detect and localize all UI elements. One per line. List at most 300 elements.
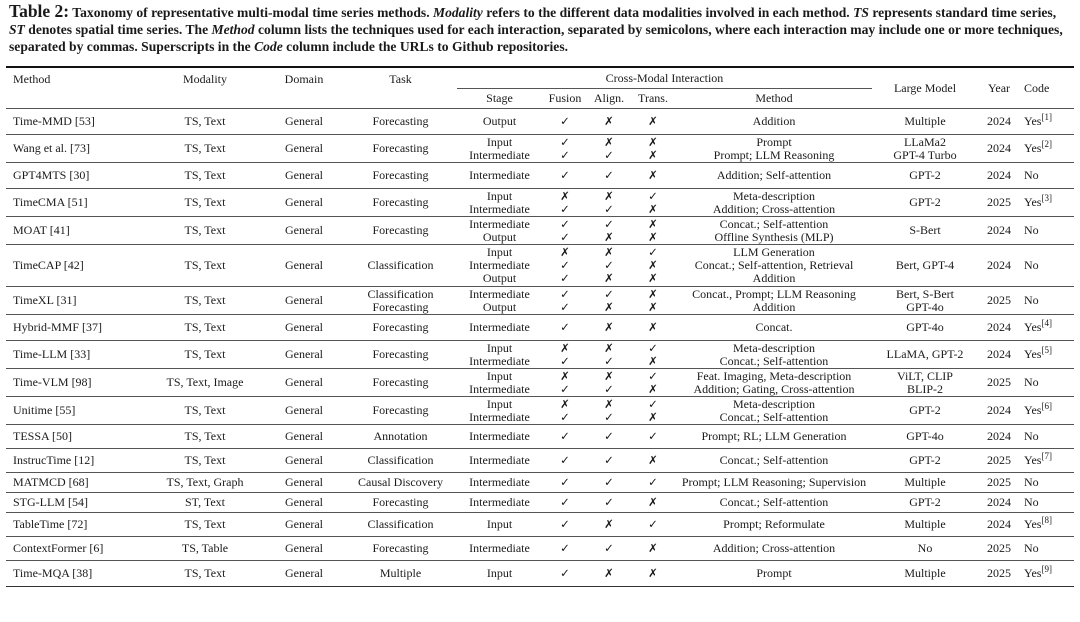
year: 2024 bbox=[987, 495, 1011, 509]
caption-text bbox=[9, 5, 1063, 54]
caption-label: Table 2: bbox=[9, 1, 70, 21]
table-row bbox=[6, 341, 1074, 369]
large-model bbox=[872, 473, 978, 493]
year: 2024 bbox=[987, 517, 1011, 531]
large-model-line: GPT-4o bbox=[906, 299, 944, 314]
task bbox=[344, 561, 457, 587]
large-model-line: GPT-2 bbox=[909, 403, 941, 417]
year: 2024 bbox=[987, 320, 1011, 334]
techniques-line: Concat.; Self-attention bbox=[719, 353, 829, 368]
check-icon: ✓ bbox=[604, 168, 614, 182]
trans bbox=[630, 397, 676, 425]
task bbox=[344, 287, 457, 315]
large-model bbox=[872, 341, 978, 369]
header-year: Year bbox=[987, 80, 1011, 95]
techniques-line: Meta-description bbox=[733, 188, 815, 203]
stage-line: Intermediate bbox=[469, 216, 530, 231]
modality: TS, Text bbox=[184, 517, 226, 531]
stage-line: Output bbox=[482, 229, 517, 244]
stage-line: Input bbox=[486, 566, 513, 580]
techniques-line: Prompt bbox=[756, 134, 792, 149]
stage bbox=[457, 245, 542, 287]
stage-line: Intermediate bbox=[469, 258, 530, 272]
large-model bbox=[872, 189, 978, 217]
code-availability bbox=[1020, 493, 1074, 513]
task bbox=[344, 369, 457, 397]
align bbox=[588, 217, 630, 245]
trans bbox=[630, 561, 676, 587]
large-model-line: ViLT, CLIP bbox=[897, 368, 953, 383]
check-icon: ✓ bbox=[648, 396, 658, 411]
stage-line: Intermediate bbox=[469, 147, 530, 162]
stage-line: Input bbox=[486, 340, 513, 355]
align bbox=[588, 109, 630, 135]
table-row bbox=[6, 163, 1074, 189]
check-icon: ✓ bbox=[560, 320, 570, 334]
task-line: Forecasting bbox=[372, 375, 429, 389]
domain: General bbox=[285, 293, 323, 307]
task-line: Forecasting bbox=[372, 114, 429, 128]
techniques-line: LLM Generation bbox=[733, 245, 815, 259]
method-name: GPT4MTS [30] bbox=[13, 168, 90, 182]
check-icon: ✓ bbox=[560, 299, 570, 314]
code-availability bbox=[1020, 369, 1074, 397]
stage-line: Intermediate bbox=[469, 429, 530, 443]
check-icon: ✓ bbox=[560, 229, 570, 244]
table-row bbox=[6, 109, 1074, 135]
align bbox=[588, 397, 630, 425]
align bbox=[588, 287, 630, 315]
check-icon: ✓ bbox=[648, 475, 658, 489]
techniques bbox=[676, 287, 872, 315]
trans bbox=[630, 287, 676, 315]
code-link-ref[interactable]: [5] bbox=[1041, 345, 1052, 355]
cross-icon: ✗ bbox=[648, 453, 658, 467]
table-caption bbox=[9, 3, 1073, 55]
techniques bbox=[676, 425, 872, 449]
fusion bbox=[542, 425, 588, 449]
align bbox=[588, 245, 630, 287]
fusion bbox=[542, 135, 588, 163]
code-availability bbox=[1020, 217, 1074, 245]
modality: TS, Text bbox=[184, 403, 226, 417]
cross-icon: ✗ bbox=[604, 517, 614, 531]
check-icon: ✓ bbox=[560, 168, 570, 182]
cross-icon: ✗ bbox=[604, 134, 614, 149]
fusion bbox=[542, 109, 588, 135]
code-value: Yes bbox=[1024, 566, 1042, 580]
code-value: No bbox=[1024, 258, 1039, 272]
cross-icon: ✗ bbox=[604, 114, 614, 128]
stage-line: Intermediate bbox=[469, 541, 530, 555]
large-model-line: GPT-2 bbox=[909, 168, 941, 182]
techniques-line: Addition; Self-attention bbox=[716, 168, 832, 182]
task bbox=[344, 397, 457, 425]
cross-icon: ✗ bbox=[648, 258, 658, 272]
code-availability bbox=[1020, 315, 1074, 341]
fusion bbox=[542, 287, 588, 315]
techniques-line: Meta-description bbox=[733, 340, 815, 355]
method-name: ContextFormer [6] bbox=[13, 541, 104, 555]
cross-icon: ✗ bbox=[604, 299, 614, 314]
modality: TS, Text, Image bbox=[166, 375, 244, 389]
check-icon: ✓ bbox=[560, 201, 570, 216]
large-model-line: Multiple bbox=[904, 517, 946, 531]
techniques bbox=[676, 163, 872, 189]
code-availability bbox=[1020, 513, 1074, 537]
header-domain: Domain bbox=[284, 72, 324, 86]
code-availability bbox=[1020, 537, 1074, 561]
trans bbox=[630, 493, 676, 513]
fusion bbox=[542, 315, 588, 341]
caption-emphasis: Modality bbox=[433, 5, 483, 20]
year: 2024 bbox=[987, 403, 1011, 417]
task-line: Classification bbox=[367, 453, 434, 467]
modality: TS, Text bbox=[184, 141, 226, 155]
cross-icon: ✗ bbox=[604, 340, 614, 355]
code-value: Yes bbox=[1024, 403, 1042, 417]
check-icon: ✓ bbox=[560, 258, 570, 272]
method-name: TESSA [50] bbox=[13, 429, 73, 443]
check-icon: ✓ bbox=[648, 429, 658, 443]
header-code: Code bbox=[1024, 80, 1050, 95]
modality: TS, Text bbox=[184, 258, 226, 272]
large-model-line: S-Bert bbox=[909, 223, 941, 237]
large-model-line: LLaMa2 bbox=[904, 134, 946, 149]
task-line: Forecasting bbox=[372, 141, 429, 155]
header-large-model: Large Model bbox=[893, 80, 957, 95]
large-model-line: Multiple bbox=[904, 475, 946, 489]
code-link-ref[interactable]: [3] bbox=[1041, 193, 1052, 203]
year: 2024 bbox=[987, 168, 1011, 182]
large-model bbox=[872, 425, 978, 449]
stage bbox=[457, 135, 542, 163]
large-model bbox=[872, 449, 978, 473]
stage bbox=[457, 449, 542, 473]
cross-icon: ✗ bbox=[648, 134, 658, 149]
stage-line: Intermediate bbox=[469, 409, 530, 424]
align bbox=[588, 473, 630, 493]
task bbox=[344, 217, 457, 245]
domain: General bbox=[285, 320, 323, 334]
cross-icon: ✗ bbox=[560, 245, 570, 259]
cross-icon: ✗ bbox=[604, 271, 614, 285]
code-availability bbox=[1020, 135, 1074, 163]
table-row bbox=[6, 217, 1074, 245]
large-model bbox=[872, 561, 978, 587]
year: 2025 bbox=[987, 195, 1011, 209]
code-link-ref[interactable]: [8] bbox=[1041, 515, 1052, 525]
code-availability bbox=[1020, 245, 1074, 287]
large-model bbox=[872, 537, 978, 561]
stage bbox=[457, 425, 542, 449]
modality: TS, Text, Graph bbox=[166, 475, 244, 489]
modality: TS, Text bbox=[184, 293, 226, 307]
code-value: Yes bbox=[1024, 141, 1042, 155]
fusion bbox=[542, 561, 588, 587]
table-row bbox=[6, 449, 1074, 473]
task bbox=[344, 473, 457, 493]
method-name: MATMCD [68] bbox=[13, 475, 89, 489]
header-task: Task bbox=[389, 72, 412, 86]
method-name: TimeCAP [42] bbox=[13, 258, 84, 272]
task bbox=[344, 449, 457, 473]
stage bbox=[457, 493, 542, 513]
code-availability bbox=[1020, 425, 1074, 449]
cross-icon: ✗ bbox=[648, 320, 658, 334]
task-line: Classification bbox=[367, 517, 434, 531]
trans bbox=[630, 135, 676, 163]
check-icon: ✓ bbox=[560, 541, 570, 555]
techniques-line: Concat.; Self-attention bbox=[719, 495, 829, 509]
cross-icon: ✗ bbox=[648, 114, 658, 128]
caption-fragment: column include the URLs to Github repositories. bbox=[282, 39, 569, 54]
cross-icon: ✗ bbox=[648, 229, 658, 244]
cross-icon: ✗ bbox=[604, 320, 614, 334]
techniques-line: Prompt bbox=[756, 566, 792, 580]
cross-icon: ✗ bbox=[648, 299, 658, 314]
techniques bbox=[676, 449, 872, 473]
large-model-line: Bert, GPT-4 bbox=[895, 258, 955, 272]
large-model-line: LLaMA, GPT-2 bbox=[886, 347, 964, 361]
check-icon: ✓ bbox=[604, 429, 614, 443]
trans bbox=[630, 109, 676, 135]
task-line: Forecasting bbox=[372, 347, 429, 361]
task-line: Multiple bbox=[379, 566, 422, 580]
modality: TS, Text bbox=[184, 168, 226, 182]
year: 2025 bbox=[987, 375, 1011, 389]
trans bbox=[630, 315, 676, 341]
check-icon: ✓ bbox=[560, 353, 570, 368]
task-line: Annotation bbox=[373, 429, 428, 443]
check-icon: ✓ bbox=[604, 258, 614, 272]
check-icon: ✓ bbox=[604, 409, 614, 424]
cross-icon: ✗ bbox=[648, 286, 658, 301]
large-model bbox=[872, 513, 978, 537]
fusion bbox=[542, 341, 588, 369]
cross-icon: ✗ bbox=[604, 245, 614, 259]
caption-fragment: Taxonomy of representative multi-modal time series methods. bbox=[69, 5, 433, 20]
stage bbox=[457, 315, 542, 341]
check-icon: ✓ bbox=[648, 368, 658, 383]
techniques-line: Addition bbox=[752, 299, 796, 314]
stage bbox=[457, 287, 542, 315]
large-model-line: No bbox=[917, 541, 933, 555]
cross-icon: ✗ bbox=[604, 368, 614, 383]
task bbox=[344, 537, 457, 561]
code-value: Yes bbox=[1024, 114, 1042, 128]
table-row bbox=[6, 425, 1074, 449]
code-link-ref[interactable]: [9] bbox=[1041, 564, 1052, 574]
stage bbox=[457, 109, 542, 135]
code-link-ref[interactable]: [2] bbox=[1041, 139, 1052, 149]
stage bbox=[457, 217, 542, 245]
align bbox=[588, 513, 630, 537]
check-icon: ✓ bbox=[560, 517, 570, 531]
techniques-line: Prompt; RL; LLM Generation bbox=[701, 429, 847, 443]
align bbox=[588, 369, 630, 397]
caption-emphasis: ST bbox=[9, 22, 25, 37]
large-model-line: GPT-2 bbox=[909, 195, 941, 209]
code-link-ref[interactable]: [7] bbox=[1041, 451, 1052, 461]
code-value: No bbox=[1024, 168, 1039, 182]
table-row bbox=[6, 513, 1074, 537]
code-availability bbox=[1020, 561, 1074, 587]
code-availability bbox=[1020, 109, 1074, 135]
cross-icon: ✗ bbox=[648, 566, 658, 580]
techniques bbox=[676, 473, 872, 493]
code-value: Yes bbox=[1024, 517, 1042, 531]
fusion bbox=[542, 245, 588, 287]
align bbox=[588, 189, 630, 217]
stage-line: Input bbox=[486, 188, 513, 203]
check-icon: ✓ bbox=[560, 216, 570, 231]
cross-icon: ✗ bbox=[560, 396, 570, 411]
techniques-line: Prompt; Reformulate bbox=[723, 517, 825, 531]
trans bbox=[630, 513, 676, 537]
modality: TS, Text bbox=[184, 566, 226, 580]
cross-icon: ✗ bbox=[648, 216, 658, 231]
header-align: Align. bbox=[593, 91, 625, 105]
check-icon: ✓ bbox=[560, 475, 570, 489]
trans bbox=[630, 189, 676, 217]
stage bbox=[457, 561, 542, 587]
techniques-line: Concat.; Self-attention bbox=[719, 453, 829, 467]
table-body bbox=[6, 109, 1074, 587]
check-icon: ✓ bbox=[560, 286, 570, 301]
year: 2024 bbox=[987, 347, 1011, 361]
task bbox=[344, 109, 457, 135]
header-fusion: Fusion bbox=[548, 91, 582, 105]
cross-icon: ✗ bbox=[604, 566, 614, 580]
task-line: Forecasting bbox=[372, 299, 429, 314]
align bbox=[588, 493, 630, 513]
fusion bbox=[542, 217, 588, 245]
code-link-ref[interactable]: [4] bbox=[1041, 318, 1052, 328]
caption-emphasis: Method bbox=[211, 22, 255, 37]
task-line: Classification bbox=[367, 286, 434, 301]
fusion bbox=[542, 493, 588, 513]
caption-emphasis: TS bbox=[853, 5, 869, 20]
techniques-line: Feat. Imaging, Meta-description bbox=[696, 368, 852, 383]
cross-icon: ✗ bbox=[604, 229, 614, 244]
stage-line: Input bbox=[486, 396, 513, 411]
stage-line: Intermediate bbox=[469, 453, 530, 467]
check-icon: ✓ bbox=[604, 495, 614, 509]
trans bbox=[630, 537, 676, 561]
check-icon: ✓ bbox=[560, 271, 570, 285]
techniques-line: Concat.; Self-attention bbox=[719, 409, 829, 424]
check-icon: ✓ bbox=[648, 188, 658, 203]
stage-line: Intermediate bbox=[469, 475, 530, 489]
techniques-line: Concat.; Self-attention, Retrieval bbox=[694, 258, 854, 272]
check-icon: ✓ bbox=[560, 381, 570, 396]
year: 2025 bbox=[987, 293, 1011, 307]
table-row bbox=[6, 245, 1074, 287]
large-model-line: GPT-2 bbox=[909, 495, 941, 509]
domain: General bbox=[285, 541, 323, 555]
cross-icon: ✗ bbox=[560, 188, 570, 203]
modality: TS, Table bbox=[181, 541, 229, 555]
code-value: Yes bbox=[1024, 195, 1042, 209]
method-name: MOAT [41] bbox=[13, 223, 70, 237]
trans bbox=[630, 163, 676, 189]
task bbox=[344, 493, 457, 513]
stage-line: Intermediate bbox=[469, 353, 530, 368]
trans bbox=[630, 473, 676, 493]
cross-icon: ✗ bbox=[648, 409, 658, 424]
techniques bbox=[676, 217, 872, 245]
techniques-line: Concat. bbox=[755, 320, 793, 334]
domain: General bbox=[285, 495, 323, 509]
header-trans: Trans. bbox=[638, 91, 668, 105]
cross-icon: ✗ bbox=[560, 340, 570, 355]
fusion bbox=[542, 369, 588, 397]
large-model bbox=[872, 397, 978, 425]
large-model-line: Multiple bbox=[904, 566, 946, 580]
code-link-ref[interactable]: [1] bbox=[1041, 112, 1052, 122]
code-value: Yes bbox=[1024, 347, 1042, 361]
modality: TS, Text bbox=[184, 195, 226, 209]
table-row bbox=[6, 315, 1074, 341]
method-name: Time-LLM [33] bbox=[13, 347, 91, 361]
code-value: No bbox=[1024, 223, 1039, 237]
align bbox=[588, 135, 630, 163]
task bbox=[344, 163, 457, 189]
cross-icon: ✗ bbox=[648, 541, 658, 555]
task-line: Forecasting bbox=[372, 403, 429, 417]
check-icon: ✓ bbox=[560, 453, 570, 467]
techniques-line: Prompt; LLM Reasoning; Supervision bbox=[681, 475, 867, 489]
table-row bbox=[6, 135, 1074, 163]
trans bbox=[630, 341, 676, 369]
year: 2025 bbox=[987, 475, 1011, 489]
stage-line: Input bbox=[486, 517, 513, 531]
fusion bbox=[542, 189, 588, 217]
code-value: Yes bbox=[1024, 453, 1042, 467]
caption-fragment: represents standard time series, bbox=[868, 5, 1057, 20]
code-value: No bbox=[1024, 429, 1039, 443]
code-availability bbox=[1020, 473, 1074, 493]
stage-line: Output bbox=[482, 114, 517, 128]
table-row bbox=[6, 189, 1074, 217]
domain: General bbox=[285, 195, 323, 209]
large-model bbox=[872, 217, 978, 245]
code-link-ref[interactable]: [6] bbox=[1041, 401, 1052, 411]
check-icon: ✓ bbox=[604, 201, 614, 216]
method-name: Hybrid-MMF [37] bbox=[13, 320, 102, 334]
trans bbox=[630, 369, 676, 397]
techniques bbox=[676, 561, 872, 587]
align bbox=[588, 537, 630, 561]
check-icon: ✓ bbox=[560, 566, 570, 580]
check-icon: ✓ bbox=[604, 147, 614, 162]
techniques-line: Meta-description bbox=[733, 396, 815, 411]
year: 2025 bbox=[987, 453, 1011, 467]
fusion bbox=[542, 397, 588, 425]
large-model-line: Multiple bbox=[904, 114, 946, 128]
check-icon: ✓ bbox=[648, 517, 658, 531]
techniques bbox=[676, 513, 872, 537]
fusion bbox=[542, 473, 588, 493]
caption-fragment: denotes spatial time series. The bbox=[24, 22, 212, 37]
header-modality: Modality bbox=[183, 72, 227, 86]
task-line: Forecasting bbox=[372, 223, 429, 237]
cross-icon: ✗ bbox=[604, 188, 614, 203]
header-interaction-method: Method bbox=[755, 91, 793, 105]
caption-emphasis: Code bbox=[254, 39, 283, 54]
cross-icon: ✗ bbox=[648, 353, 658, 368]
